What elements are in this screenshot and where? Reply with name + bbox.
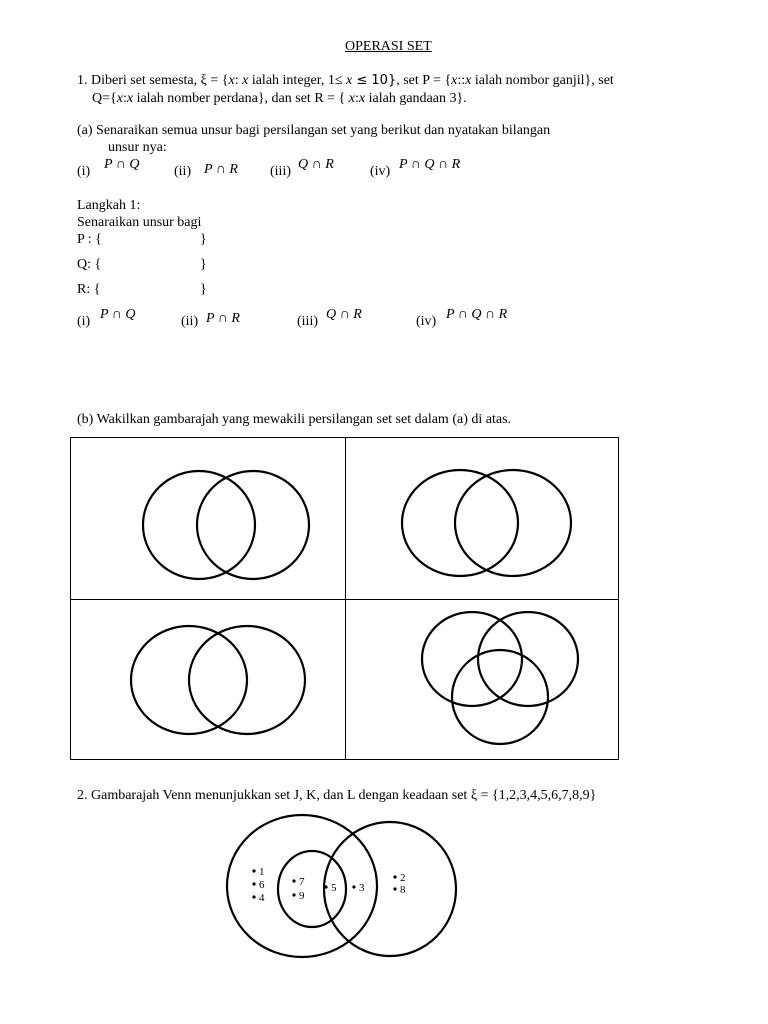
var-x: x: [465, 73, 472, 88]
element-dot: [252, 882, 255, 885]
part-b-text: (b) Wakilkan gambarajah yang mewakili persilangan set set dalam (a) di atas.: [77, 412, 512, 427]
part-a-item-expr: P ∩ Q: [104, 157, 140, 172]
page-title: OPERASI SET: [345, 39, 432, 54]
part-a-item-expr: P ∩ R: [204, 162, 238, 177]
part-a-item-label: (ii): [174, 164, 192, 179]
element-dot: [393, 887, 396, 890]
var-x: x: [451, 73, 458, 88]
set-r-close: }: [200, 282, 207, 297]
venn-element-label: 4: [259, 892, 265, 904]
venn-circle: [402, 470, 518, 576]
venn-element-label: 6: [259, 879, 265, 891]
q1-line1-text-g: ialah nombor ganjil}, set: [471, 73, 614, 88]
q1-line2-text-c: ialah nomber perdana}, dan set R = {: [133, 91, 349, 106]
step-item-expr: P ∩ Q: [100, 307, 136, 322]
venn-element-label: 8: [400, 884, 406, 896]
q1-line1-text-f: ::: [457, 73, 466, 88]
venn-circle: [197, 471, 309, 579]
element-dot: [393, 875, 396, 878]
q2-text: 2. Gambarajah Venn menunjukkan set J, K, dan L dengan keadaan set ξ = {1,2,3,4,5,6,7,8,9}: [77, 788, 597, 803]
venn-circle-k: [324, 822, 456, 956]
set-p-close: }: [200, 232, 207, 247]
part-a-item-label: (i): [77, 164, 91, 179]
set-q-label: Q: {: [77, 257, 102, 272]
q1-line1-text-b: :: [234, 73, 243, 88]
venn-circle: [455, 470, 571, 576]
part-a-item-label: (iv): [370, 164, 391, 179]
venn-element-label: 5: [331, 882, 337, 894]
step-subheading: Senaraikan unsur bagi: [77, 215, 202, 230]
var-x: x: [348, 91, 355, 106]
var-x: x: [228, 73, 235, 88]
q1-line1-text-c: ialah integer, 1≤: [248, 73, 347, 88]
venn-element-label: 3: [359, 882, 365, 894]
element-dot: [292, 879, 295, 882]
venn-element-label: 7: [299, 876, 305, 888]
step-item-label: (iv): [416, 314, 437, 329]
q1-line2-text-b: :: [122, 91, 127, 106]
var-x: x: [358, 91, 366, 106]
step-item-expr: P ∩ R: [206, 311, 240, 326]
var-x: x: [242, 73, 249, 88]
part-a-item-label: (iii): [270, 164, 291, 179]
set-q-close: }: [200, 257, 207, 272]
venn-element-label: 1: [259, 866, 265, 878]
step-item-expr: Q ∩ R: [326, 307, 362, 322]
q1-line1-text-a: 1. Diberi set semesta, ξ = {: [77, 73, 229, 88]
var-x: x: [116, 91, 123, 106]
q1-line2-text-a: Q={: [92, 91, 117, 106]
step-item-expr: P ∩ Q ∩ R: [446, 307, 508, 322]
q1-line2-text-d: :: [355, 91, 359, 106]
part-a-item-expr: Q ∩ R: [298, 157, 334, 172]
part-a-item-expr: P ∩ Q ∩ R: [399, 157, 461, 172]
var-x: x: [126, 91, 134, 106]
element-dot: [252, 869, 255, 872]
q1-line1-text-d: ≤ 10}: [352, 73, 397, 88]
element-dot: [252, 895, 255, 898]
part-a-line1: (a) Senaraikan semua unsur bagi persilangan set yang berikut dan nyatakan bilangan: [77, 123, 551, 138]
step-item-label: (iii): [297, 314, 318, 329]
step-item-label: (ii): [181, 314, 199, 329]
element-dot: [324, 885, 327, 888]
venn-element-label: 9: [299, 890, 305, 902]
element-dot: [292, 893, 295, 896]
venn-circle: [143, 471, 255, 579]
part-a-line2: unsur nya:: [108, 140, 167, 155]
var-x: x: [346, 73, 353, 88]
q1-line2-text-e: ialah gandaan 3}.: [365, 91, 467, 106]
venn-element-label: 2: [400, 872, 406, 884]
step-item-label: (i): [77, 314, 91, 329]
element-dot: [352, 885, 355, 888]
step-heading: Langkah 1:: [77, 198, 141, 213]
q1-line1-text-e: , set P = {: [396, 73, 452, 88]
set-r-label: R: {: [77, 282, 101, 297]
set-p-label: P : {: [77, 232, 102, 247]
